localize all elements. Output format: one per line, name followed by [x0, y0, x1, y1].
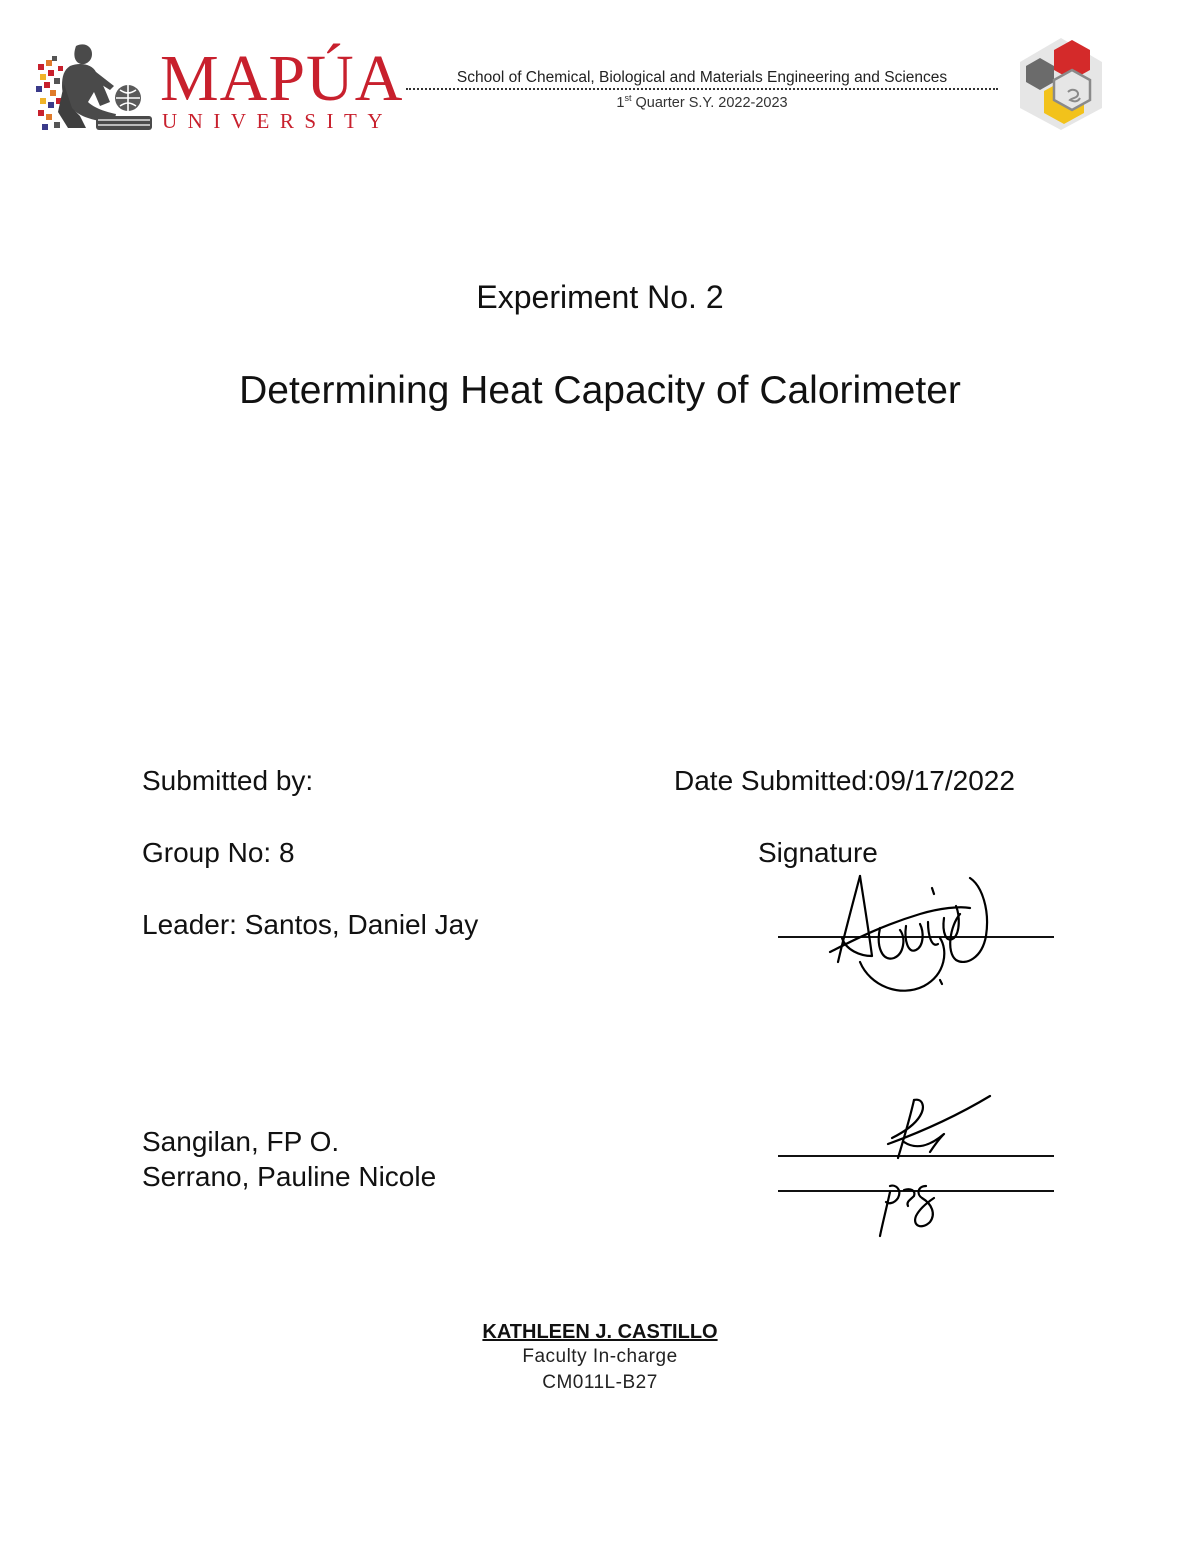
- quarter-text: Quarter S.Y. 2022-2023: [631, 94, 788, 111]
- mapua-wordmark: MAPÚA: [160, 42, 404, 115]
- experiment-title: Determining Heat Capacity of Calorimeter: [239, 369, 961, 412]
- school-name: School of Chemical, Biological and Materials Engineering and Sciences: [456, 69, 948, 86]
- mapua-university-logo: [36, 42, 404, 134]
- group-number: Group No: 8: [142, 837, 295, 868]
- member-signature-icon: [860, 1090, 1000, 1240]
- signature-heading: Signature: [758, 837, 878, 868]
- course-section: CM011L-B27: [542, 1372, 658, 1393]
- header-school-block: [406, 68, 998, 111]
- department-hexagon-logo-icon: [1016, 36, 1106, 132]
- faculty-role: Faculty In-charge: [522, 1346, 678, 1367]
- date-submitted: Date Submitted:09/17/2022: [674, 765, 1015, 796]
- faculty-name: KATHLEEN J. CASTILLO: [482, 1321, 718, 1343]
- university-subtitle: UNIVERSITY: [162, 109, 393, 133]
- member-name: Serrano, Pauline Nicole: [142, 1161, 437, 1192]
- school-year: [406, 90, 998, 111]
- quarter-suffix: st: [624, 93, 632, 103]
- member-name: Sangilan, FP O.: [142, 1126, 340, 1157]
- leader-signature-icon: [820, 866, 1000, 1006]
- experiment-number: Experiment No. 2: [476, 279, 724, 315]
- group-leader: Leader: Santos, Daniel Jay: [142, 909, 479, 940]
- mapua-figure-icon: [36, 42, 154, 134]
- faculty-block: [0, 1320, 1200, 1396]
- submitted-by-label: Submitted by:: [142, 765, 314, 796]
- quarter-ordinal: 1: [616, 94, 625, 111]
